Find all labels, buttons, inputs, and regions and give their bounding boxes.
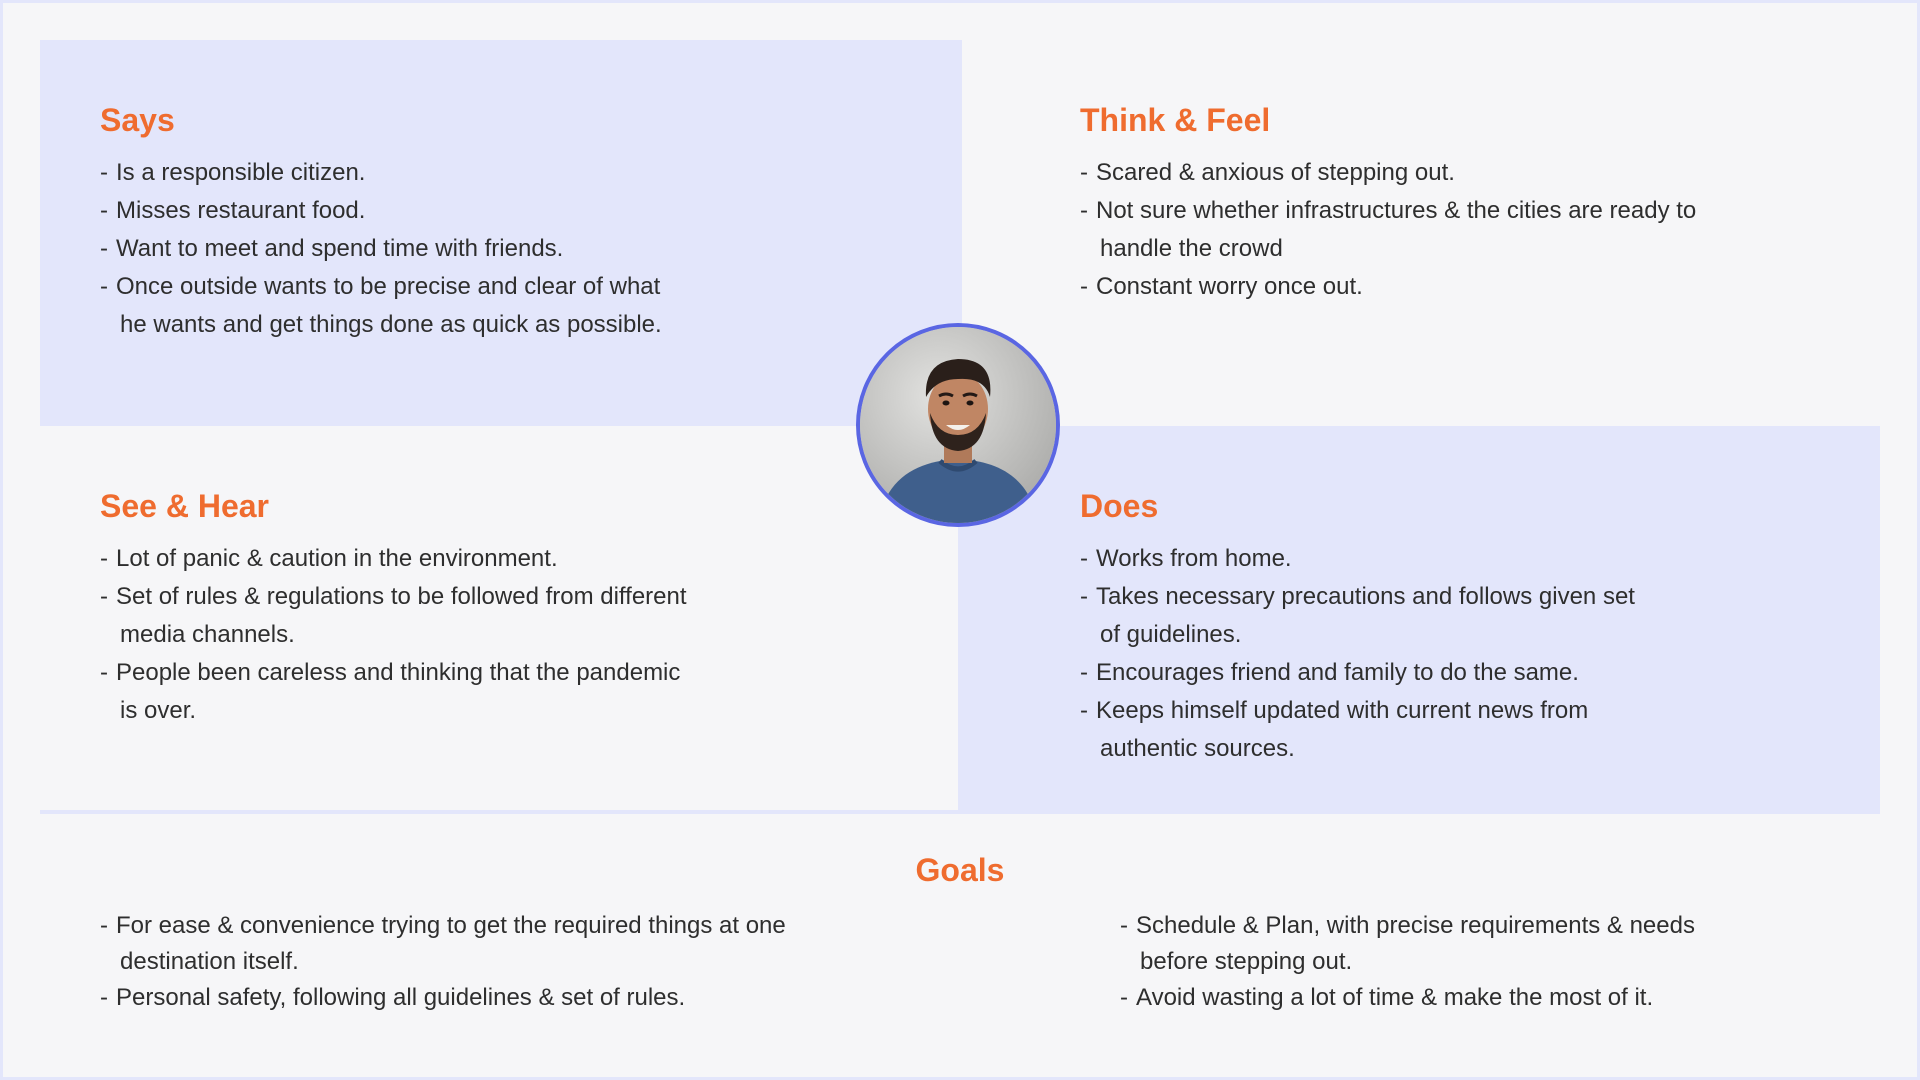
list-item [100,192,720,230]
bullet-dash: - [1080,273,1088,300]
goals-title: Goals [915,852,1005,888]
list-item [100,908,860,980]
persona-avatar [856,323,1060,527]
list-item [100,154,720,192]
bullet-dash: - [100,235,108,262]
says-list [100,154,720,344]
bullet-dash: - [100,984,108,1011]
list-item-text: Schedule & Plan, with precise requirements & needs [1136,912,1695,939]
bullet-dash: - [1080,583,1088,610]
list-item [1080,540,1800,578]
bullet-dash: - [100,197,108,224]
list-item [100,980,860,1016]
list-item [100,540,760,578]
list-item-text: Takes necessary precautions and follows given set [1096,583,1635,610]
list-item-text: before stepping out. [1140,948,1353,975]
list-item-text: People been careless and thinking that the pandemic [116,659,681,686]
list-item [1080,578,1800,654]
list-item [100,230,720,268]
does-title: Does [1080,488,1159,524]
think-feel-title: Think & Feel [1080,102,1271,138]
list-item-text: Works from home. [1096,545,1292,572]
list-item-text: he wants and get things done as quick as possible. [120,311,662,338]
bullet-dash: - [100,659,108,686]
list-item-text: Want to meet and spend time with friends. [116,235,564,262]
list-item-text: Scared & anxious of stepping out. [1096,159,1455,186]
list-item-text: Not sure whether infrastructures & the cities are ready to [1096,197,1697,224]
think-feel-section [1080,100,1800,306]
list-item-text: media channels. [120,621,295,648]
see-hear-section [100,486,760,730]
says-title: Says [100,102,175,138]
does-list [1080,540,1800,768]
see-hear-list [100,540,760,730]
says-section [100,100,720,344]
list-item-text: Keeps himself updated with current news from [1096,697,1589,724]
list-item-text: Avoid wasting a lot of time & make the most of it. [1136,984,1654,1011]
list-item [1080,654,1800,692]
bullet-dash: - [1080,697,1088,724]
goals-divider [40,810,1880,814]
list-item-text: handle the crowd [1100,235,1283,262]
goals-left-column [100,908,860,1016]
list-item-text: Lot of panic & caution in the environment. [116,545,558,572]
bullet-dash: - [1080,659,1088,686]
list-item [1120,980,1840,1016]
list-item-text: Once outside wants to be precise and clear of what [116,273,661,300]
list-item-text: authentic sources. [1100,735,1295,762]
bullet-dash: - [100,583,108,610]
list-item-text: Misses restaurant food. [116,197,366,224]
goals-left-list [100,908,860,1016]
list-item-text: destination itself. [120,948,299,975]
think-feel-list [1080,154,1800,306]
list-item-text: of guidelines. [1100,621,1242,648]
person-photo-icon [860,327,1056,523]
bullet-dash: - [1080,159,1088,186]
does-section [1080,486,1800,768]
list-item-text: Set of rules & regulations to be followed from different [116,583,687,610]
list-item-text: Constant worry once out. [1096,273,1363,300]
list-item [1120,908,1840,980]
list-item [100,578,760,654]
goals-right-list [1120,908,1840,1016]
list-item-text: Personal safety, following all guidelines & set of rules. [116,984,686,1011]
bullet-dash: - [100,159,108,186]
list-item [1080,154,1800,192]
goals-right-column [1120,908,1840,1016]
list-item [1080,268,1800,306]
bullet-dash: - [1080,545,1088,572]
see-hear-title: See & Hear [100,488,269,524]
bullet-dash: - [100,545,108,572]
bullet-dash: - [1080,197,1088,224]
list-item-text: is over. [120,697,197,724]
list-item-text: Encourages friend and family to do the same. [1096,659,1579,686]
list-item [1080,692,1800,768]
bullet-dash: - [1120,912,1128,939]
bullet-dash: - [100,273,108,300]
bullet-dash: - [1120,984,1128,1011]
list-item [100,268,720,344]
list-item-text: Is a responsible citizen. [116,159,366,186]
list-item [100,654,760,730]
list-item [1080,192,1800,268]
bullet-dash: - [100,912,108,939]
list-item-text: For ease & convenience trying to get the required things at one [116,912,786,939]
